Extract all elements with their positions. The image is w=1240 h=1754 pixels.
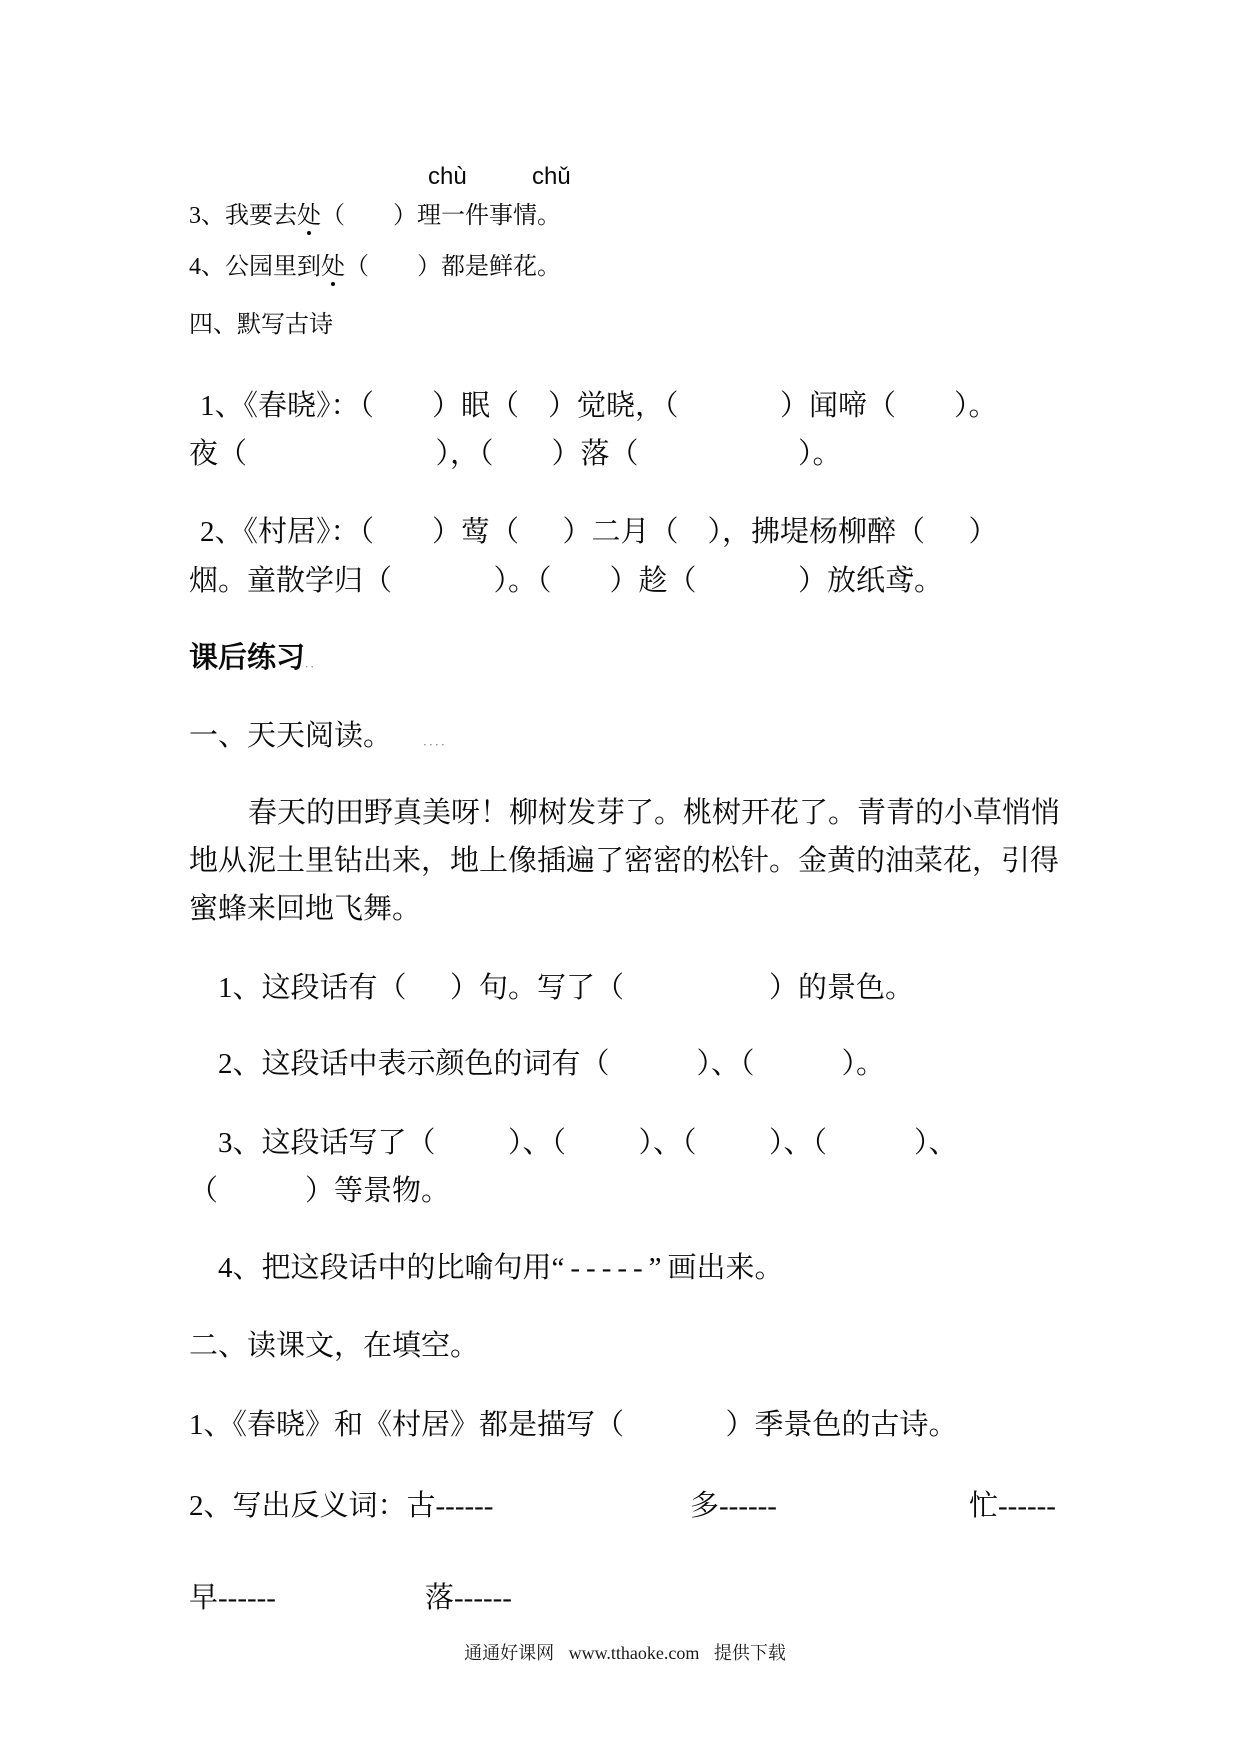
underline-marker: “-----” bbox=[551, 1252, 668, 1284]
page-footer: 通通好课网 www.tthaoke.com 提供下载 bbox=[464, 1643, 786, 1663]
poem-chunxiao-line-1: 1、《春晓》：（ ）眠（ ）觉晓，（ ）闻啼（ ）。 bbox=[200, 390, 998, 422]
reading-heading: 一、天天阅读。 bbox=[189, 720, 393, 752]
passage-line-1: 春天的田野真美呀！柳树发芽了。桃树开花了。青青的小草悄悄 bbox=[248, 797, 1061, 829]
passage-line-2: 地从泥土里钻出来，地上像插遍了密密的松针。金黄的油菜花，引得 bbox=[189, 845, 1060, 877]
reading-question-1: 1、这段话有（ ）句。写了（ ）的景色。 bbox=[218, 972, 915, 1004]
antonym-prompt: 2、写出反义词：古------ bbox=[189, 1490, 494, 1522]
reading-question-4 bbox=[218, 1250, 784, 1286]
review-question-1: 1、《春晓》和《村居》都是描写（ ）季景色的古诗。 bbox=[189, 1409, 958, 1441]
reading-question-3-line-2: （ ）等景物。 bbox=[189, 1175, 451, 1207]
question-blank-text: （ ）理一件事情。 bbox=[321, 203, 561, 229]
homework-heading bbox=[189, 640, 322, 682]
passage-line-3: 蜜蜂来回地飞舞。 bbox=[189, 893, 422, 925]
pinyin-option-chu4: chù bbox=[428, 163, 467, 190]
poem-cunju-line-1: 2、《村居》：（ ）莺（ ）二月（ ），拂堤杨柳醉（ ） bbox=[200, 516, 998, 548]
emphasized-character: 处 bbox=[297, 203, 321, 229]
emphasized-character: 处 bbox=[321, 254, 345, 280]
question-blank-text: （ ）都是鲜花。 bbox=[345, 254, 561, 280]
antonym-item-luo: 落------ bbox=[425, 1582, 512, 1614]
section-heading-poems: 四、默写古诗 bbox=[189, 312, 333, 338]
antonym-item-mang: 忙------ bbox=[969, 1490, 1056, 1522]
homework-title: 课后练习 bbox=[189, 642, 306, 674]
reading-question-2: 2、这段话中表示颜色的词有（ ）、（ ）。 bbox=[218, 1048, 886, 1080]
antonym-item-zao: 早------ bbox=[189, 1582, 276, 1614]
question-text: 4、把这段话中的比喻句用 bbox=[218, 1252, 552, 1284]
poem-cunju-line-2: 烟。童散学归（ ）。（ ）趁（ ）放纸鸢。 bbox=[189, 565, 944, 597]
reading-heading-marks: ．．．． bbox=[423, 734, 454, 748]
question-text: 3、我要去 bbox=[189, 203, 297, 229]
homework-title-marks: ．． bbox=[305, 658, 322, 670]
pinyin-option-chu3: chǔ bbox=[532, 163, 571, 190]
poem-chunxiao-line-2: 夜（ ），（ ）落（ ）。 bbox=[189, 438, 842, 470]
question-text: 4、公园里到 bbox=[189, 254, 321, 280]
pronunciation-question-3 bbox=[189, 201, 561, 231]
reading-question-3-line-1: 3、这段话写了（ ）、（ ）、（ ）、（ ）、 bbox=[218, 1127, 958, 1159]
antonym-item-duo: 多------ bbox=[690, 1490, 777, 1522]
pronunciation-question-4 bbox=[189, 252, 561, 282]
review-heading: 二、读课文，在填空。 bbox=[189, 1330, 480, 1362]
question-text-end: 画出来。 bbox=[667, 1252, 784, 1284]
